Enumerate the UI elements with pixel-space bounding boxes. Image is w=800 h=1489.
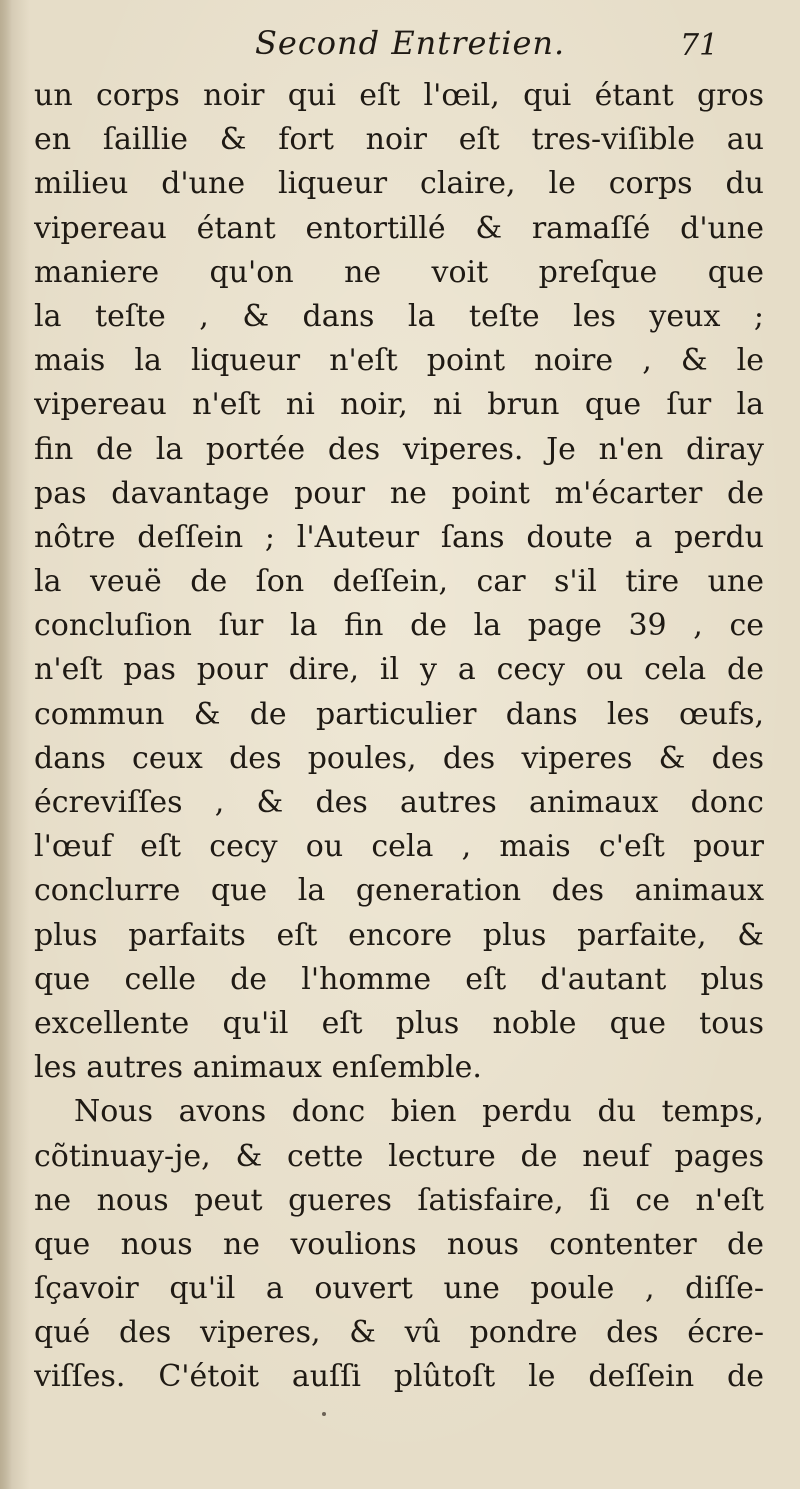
text-line: vipereau étant entortillé & ramaſſé d'une [34, 210, 764, 246]
text-line: la veuë de ſon deſſein, car s'il tire une [34, 564, 764, 600]
text-line: un corps noir qui eſt l'œil, qui étant gros [34, 78, 764, 113]
text-line: mais la liqueur n'eſt point noire , & le [34, 343, 764, 379]
text-line: fin de la portée des viperes. Je n'en diray [34, 431, 764, 467]
text-line: que nous ne voulions nous contenter de [34, 1226, 764, 1262]
text-line: excellente qu'il eſt plus noble que tous [34, 1005, 764, 1041]
text-line: en ſaillie & fort noir eſt tres-viſible au [34, 122, 764, 158]
text-line: écreviſſes , & des autres animaux donc [34, 785, 764, 820]
running-head-title: Second Entretien. [255, 24, 566, 62]
text-line: dans ceux des poules, des viperes & des [34, 740, 764, 776]
gutter-shadow [0, 0, 12, 1489]
paragraph-end-line: les autres animaux enſemble. [34, 1050, 482, 1086]
text-line: cõtinuay-je, & cette lecture de neuf pages [34, 1138, 764, 1174]
text-line: plus parfaits eſt encore plus parfaite, & [34, 917, 764, 953]
text-line: viſſes. C'étoit auſſi plûtoſt le deſſein de [34, 1359, 764, 1395]
running-head [0, 14, 800, 74]
text-line: ſçavoir qu'il a ouvert une poule , diſſe- [34, 1271, 764, 1307]
text-line: concluſion ſur la fin de la page 39 , ce [34, 608, 764, 644]
paragraph-first-line: Nous avons donc bien perdu du temps, [74, 1094, 764, 1130]
text-line: commun & de particulier dans les œufs, [34, 696, 764, 732]
text-line: milieu d'une liqueur claire, le corps du [34, 166, 764, 202]
text-line: n'eſt pas pour dire, il y a cecy ou cela de [34, 652, 764, 688]
page-number: 71 [680, 28, 719, 63]
text-line: l'œuf eſt cecy ou cela , mais c'eſt pour [34, 829, 764, 865]
text-line: vipereau n'eſt ni noir, ni brun que ſur la [34, 387, 764, 423]
text-line: la teſte , & dans la teſte les yeux ; [34, 298, 764, 334]
text-line: ne nous peut gueres ſatisfaire, ſi ce n'eſt [34, 1182, 764, 1218]
text-line: nôtre deſſein ; l'Auteur ſans doute a perdu [34, 519, 764, 555]
text-line: pas davantage pour ne point m'écarter de [34, 475, 764, 511]
text-line: conclurre que la generation des animaux [34, 873, 764, 909]
text-line: maniere qu'on ne voit preſque que [34, 254, 764, 290]
ink-speck [322, 1412, 326, 1416]
text-line: que celle de l'homme eſt d'autant plus [34, 961, 764, 997]
text-line: qué des viperes, & vû pondre des écre- [34, 1315, 764, 1351]
body-text [34, 74, 764, 1400]
